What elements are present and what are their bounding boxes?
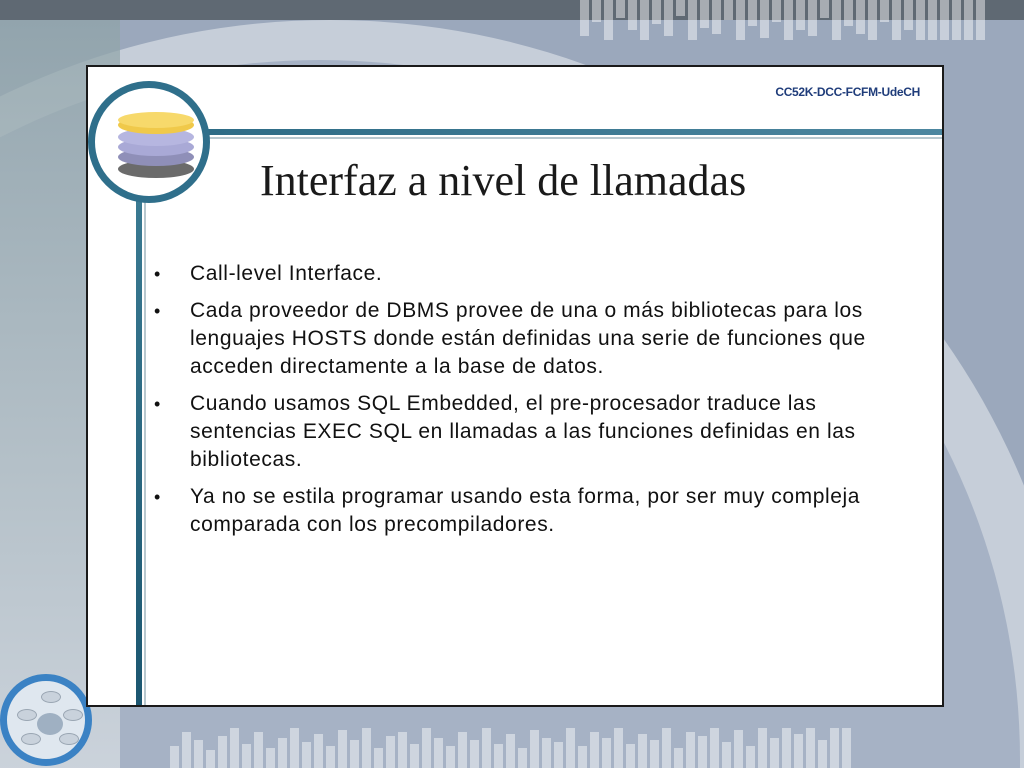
database-stack-icon [118,110,194,186]
bullet-marker: • [154,301,161,321]
bullet-text: Ya no se estila programar usando esta forma, por ser muy compleja comparada con los precompiladores. [190,485,861,536]
bullet-text: Cuando usamos SQL Embedded, el pre-procesador traduce las sentencias EXEC SQL en llamadas a las funciones definidas en las bibliotecas. [190,392,856,471]
top-rule [208,129,944,135]
slide [86,65,944,707]
database-network-icon [0,674,92,766]
slide-title: Interfaz a nivel de llamadas [260,156,747,205]
bullet-item [152,483,872,539]
left-rule-thin [144,197,146,707]
bullet-list [152,260,872,548]
decorative-bars-top [580,0,985,40]
logo-badge [88,81,210,203]
bullet-text: Cada proveedor de DBMS provee de una o más bibliotecas para los lenguajes HOSTS donde están definidas una serie de funciones que acceden directamente a la base de datos. [190,299,866,378]
bullet-marker: • [154,487,161,507]
decorative-bars-bottom [170,722,851,768]
bullet-item [152,260,872,288]
left-rule [136,197,142,707]
bullet-text: Call-level Interface. [190,262,383,285]
top-rule-thin [208,137,944,139]
bullet-marker: • [154,394,161,414]
course-code: CC52K-DCC-FCFM-UdeCH [775,85,920,99]
bullet-marker: • [154,264,161,284]
bullet-item [152,390,872,474]
bullet-item [152,297,872,381]
